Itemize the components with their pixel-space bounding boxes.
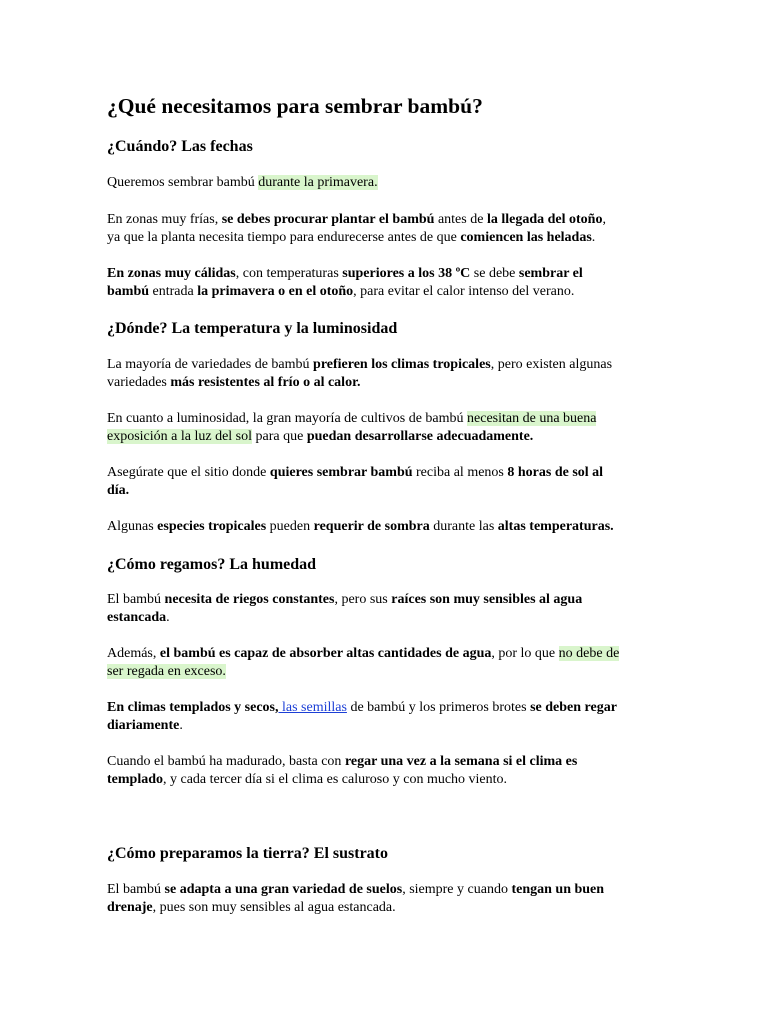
text-run: , pues son muy sensibles al agua estancada.: [152, 900, 396, 915]
text-run: reciba al menos: [412, 465, 508, 480]
text-run: , para evitar el calor intenso del verano.: [353, 284, 575, 299]
paragraph-line: [107, 482, 129, 500]
text-run: Algunas: [107, 519, 158, 534]
paragraph-line: [107, 410, 596, 428]
text-run: , pero existen algunas: [490, 357, 613, 372]
bold-text: el bambú es capaz de absorber altas cantidades de agua: [159, 646, 492, 661]
text-run: antes de: [434, 212, 487, 227]
paragraph-line: [107, 717, 183, 735]
paragraph-line: [107, 464, 603, 482]
bold-text: diariamente: [107, 718, 180, 733]
highlighted-text: exposición a la luz del sol: [107, 429, 253, 444]
text-run: durante las: [429, 519, 498, 534]
bold-text: drenaje: [107, 900, 153, 915]
bold-text: raíces son muy sensibles al agua: [391, 592, 583, 607]
bold-text: se debes procurar plantar el bambú: [221, 212, 435, 227]
text-run: Asegúrate que el sitio donde: [107, 465, 270, 480]
text-run: ,: [602, 212, 606, 227]
text-run: .: [591, 230, 596, 245]
paragraph-line: [107, 265, 583, 283]
paragraph-line: [107, 428, 533, 446]
bold-text: especies tropicales: [157, 519, 267, 534]
text-run: El bambú: [107, 592, 165, 607]
bold-text: regar una vez a la semana si el clima es: [344, 754, 578, 769]
bold-text: necesita de riegos constantes: [164, 592, 335, 607]
semillas-link[interactable]: las semillas: [278, 700, 347, 715]
paragraph-line: [107, 174, 378, 192]
section-heading-fechas: ¿Cuándo? Las fechas: [107, 138, 253, 155]
paragraph-line: [107, 609, 170, 627]
section-heading-luminosidad: ¿Dónde? La temperatura y la luminosidad: [107, 320, 398, 337]
bold-text: más resistentes al frío o al calor.: [170, 375, 361, 390]
bold-text: la llegada del otoño: [486, 212, 603, 227]
bold-text: se deben regar: [530, 700, 617, 715]
paragraph-line: [107, 518, 614, 536]
text-run: El bambú: [107, 882, 165, 897]
paragraph-line: [107, 753, 577, 771]
bold-text: sembrar el: [518, 266, 583, 281]
text-run: variedades: [107, 375, 171, 390]
text-run: La mayoría de variedades de bambú: [107, 357, 314, 372]
paragraph-line: [107, 229, 595, 247]
text-run: de bambú y los primeros brotes: [346, 700, 531, 715]
highlighted-text: no debe de: [558, 646, 620, 661]
page-title: ¿Qué necesitamos para sembrar bambú?: [107, 94, 483, 118]
paragraph-line: [107, 899, 396, 917]
bold-text: 8 horas de sol al: [507, 465, 604, 480]
bold-text: tengan un buen: [511, 882, 605, 897]
bold-text: estancada: [107, 610, 167, 625]
bold-text: bambú: [107, 284, 150, 299]
bold-text: superiores a los 38 ºC: [342, 266, 471, 281]
text-run: , pero sus: [334, 592, 392, 607]
text-run: entrada: [149, 284, 198, 299]
paragraph-line: [107, 663, 226, 681]
text-run: pueden: [266, 519, 314, 534]
bold-text: se adapta a una gran variedad de suelos: [164, 882, 403, 897]
highlighted-text: necesitan de una buena: [467, 411, 597, 426]
highlighted-text: durante la primavera.: [258, 175, 378, 190]
paragraph-line: [107, 591, 582, 609]
text-run: , con temperaturas: [235, 266, 343, 281]
text-run: Queremos sembrar bambú: [107, 175, 259, 190]
paragraph-line: [107, 645, 619, 663]
bold-text: día.: [107, 483, 130, 498]
bold-text: En climas templados y secos,: [107, 700, 279, 715]
text-run: se debe: [470, 266, 519, 281]
bold-text: puedan desarrollarse adecuadamente.: [306, 429, 534, 444]
bold-text: prefieren los climas tropicales: [313, 357, 491, 372]
section-heading-humedad: ¿Cómo regamos? La humedad: [107, 556, 317, 573]
text-run: ya que la planta necesita tiempo para endurecerse antes de que: [107, 230, 461, 245]
text-run: , y cada tercer día si el clima es caluroso y con mucho viento.: [163, 772, 508, 787]
text-run: para que: [252, 429, 307, 444]
paragraph-line: [107, 881, 604, 899]
paragraph-line: [107, 211, 606, 229]
section-heading-sustrato: ¿Cómo preparamos la tierra? El sustrato: [107, 845, 388, 862]
text-run: Cuando el bambú ha madurado, basta con: [107, 754, 345, 769]
paragraph-line: [107, 283, 574, 301]
bold-text: templado: [107, 772, 163, 787]
text-run: En cuanto a luminosidad, la gran mayoría de cultivos de bambú: [107, 411, 468, 426]
text-run: , por lo que: [491, 646, 559, 661]
paragraph-line: [107, 356, 612, 374]
text-run: , siempre y cuando: [402, 882, 512, 897]
text-run: Además,: [107, 646, 160, 661]
paragraph-line: [107, 771, 507, 789]
bold-text: En zonas muy cálidas: [107, 266, 236, 281]
bold-text: la primavera o en el otoño: [197, 284, 354, 299]
bold-text: quieres sembrar bambú: [269, 465, 413, 480]
bold-text: altas temperaturas.: [497, 519, 614, 534]
highlighted-text: ser regada en exceso.: [107, 664, 226, 679]
text-run: .: [179, 718, 183, 733]
bold-text: requerir de sombra: [313, 519, 430, 534]
paragraph-line: [107, 699, 617, 717]
bold-text: comiencen las heladas: [460, 230, 592, 245]
paragraph-line: [107, 374, 361, 392]
text-run: En zonas muy frías,: [107, 212, 222, 227]
text-run: .: [166, 610, 170, 625]
